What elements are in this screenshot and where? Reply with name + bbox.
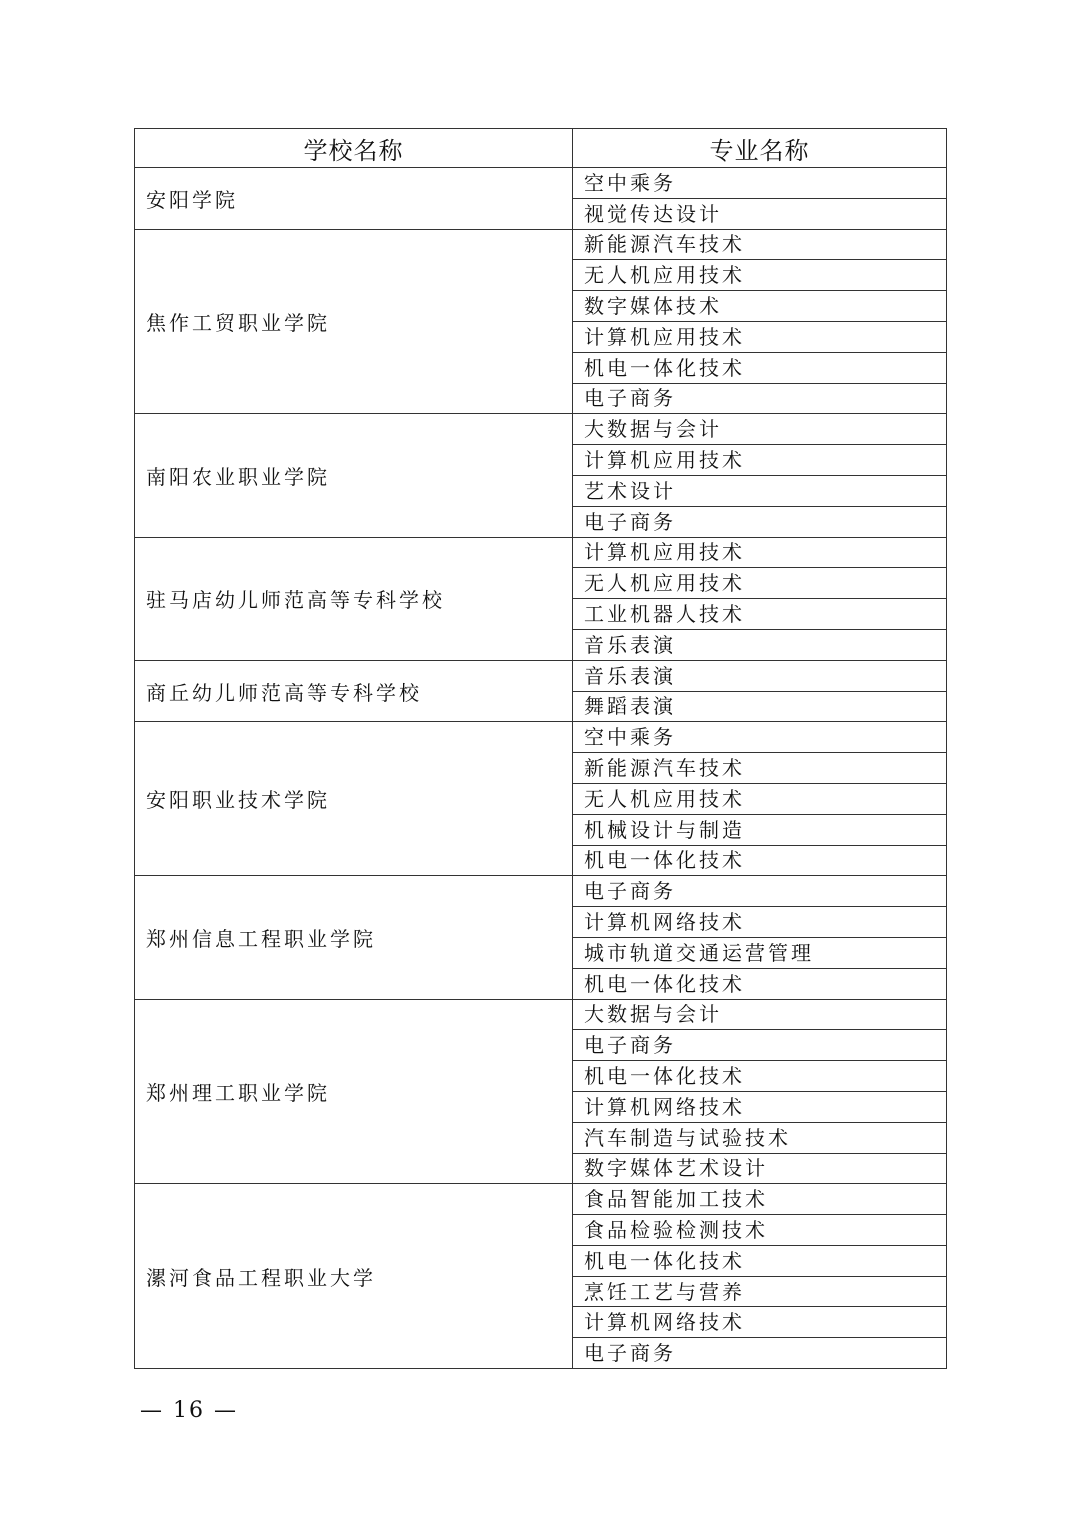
major-name-cell: 计算机应用技术	[573, 537, 947, 568]
header-major-name: 专业名称	[573, 129, 947, 168]
major-name-cell: 食品智能加工技术	[573, 1184, 947, 1215]
table-row	[135, 660, 947, 691]
major-name-cell: 电子商务	[573, 1338, 947, 1369]
major-name-cell: 舞蹈表演	[573, 691, 947, 722]
major-name-cell: 计算机网络技术	[573, 1091, 947, 1122]
major-name-cell: 音乐表演	[573, 660, 947, 691]
major-name-cell: 机电一体化技术	[573, 1245, 947, 1276]
major-name-cell: 新能源汽车技术	[573, 753, 947, 784]
major-name-cell: 电子商务	[573, 383, 947, 414]
major-name-cell: 大数据与会计	[573, 999, 947, 1030]
major-name-cell: 汽车制造与试验技术	[573, 1122, 947, 1153]
major-name-cell: 工业机器人技术	[573, 599, 947, 630]
school-major-table	[134, 128, 947, 1369]
table-row	[135, 414, 947, 445]
major-name-cell: 烹饪工艺与营养	[573, 1276, 947, 1307]
major-name-cell: 数字媒体艺术设计	[573, 1153, 947, 1184]
major-name-cell: 电子商务	[573, 1030, 947, 1061]
major-name-cell: 机电一体化技术	[573, 968, 947, 999]
major-name-cell: 新能源汽车技术	[573, 229, 947, 260]
major-name-cell: 机电一体化技术	[573, 352, 947, 383]
major-name-cell: 艺术设计	[573, 475, 947, 506]
major-name-cell: 无人机应用技术	[573, 783, 947, 814]
major-name-cell: 电子商务	[573, 506, 947, 537]
table-row	[135, 1184, 947, 1215]
school-name-cell: 焦作工贸职业学院	[135, 229, 573, 414]
major-name-cell: 机械设计与制造	[573, 814, 947, 845]
major-name-cell: 电子商务	[573, 876, 947, 907]
header-school-name: 学校名称	[135, 129, 573, 168]
school-name-cell: 驻马店幼儿师范高等专科学校	[135, 537, 573, 660]
major-name-cell: 城市轨道交通运营管理	[573, 937, 947, 968]
major-name-cell: 无人机应用技术	[573, 260, 947, 291]
table-body	[135, 168, 947, 1369]
page-number: — 16 —	[140, 1398, 238, 1423]
major-name-cell: 视觉传达设计	[573, 198, 947, 229]
table-row	[135, 876, 947, 907]
school-name-cell: 南阳农业职业学院	[135, 414, 573, 537]
school-name-cell: 郑州信息工程职业学院	[135, 876, 573, 999]
school-name-cell: 安阳学院	[135, 168, 573, 230]
school-name-cell: 郑州理工职业学院	[135, 999, 573, 1184]
major-name-cell: 机电一体化技术	[573, 1061, 947, 1092]
major-name-cell: 音乐表演	[573, 629, 947, 660]
major-name-cell: 空中乘务	[573, 722, 947, 753]
major-name-cell: 计算机应用技术	[573, 445, 947, 476]
table-row	[135, 537, 947, 568]
table-row	[135, 999, 947, 1030]
major-name-cell: 食品检验检测技术	[573, 1215, 947, 1246]
table-row	[135, 168, 947, 199]
school-name-cell: 安阳职业技术学院	[135, 722, 573, 876]
major-name-cell: 数字媒体技术	[573, 291, 947, 322]
major-name-cell: 大数据与会计	[573, 414, 947, 445]
major-name-cell: 计算机网络技术	[573, 1307, 947, 1338]
school-name-cell: 商丘幼儿师范高等专科学校	[135, 660, 573, 722]
major-name-cell: 机电一体化技术	[573, 845, 947, 876]
major-name-cell: 计算机应用技术	[573, 321, 947, 352]
table-row	[135, 229, 947, 260]
table-header-row	[135, 129, 947, 168]
school-name-cell: 漯河食品工程职业大学	[135, 1184, 573, 1369]
table-row	[135, 722, 947, 753]
major-name-cell: 空中乘务	[573, 168, 947, 199]
major-name-cell: 计算机网络技术	[573, 907, 947, 938]
major-name-cell: 无人机应用技术	[573, 568, 947, 599]
